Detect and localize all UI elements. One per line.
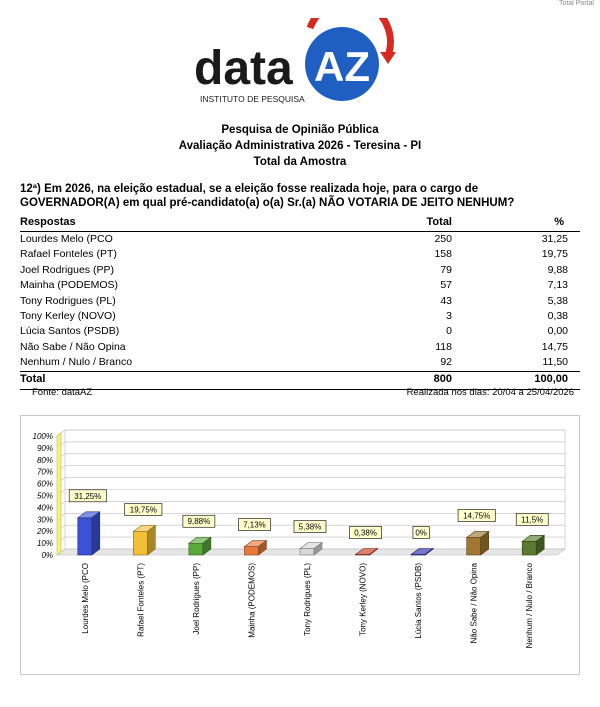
bar [300, 549, 314, 555]
y-tick-label: 80% [36, 455, 53, 465]
data-label: 31,25% [74, 491, 102, 501]
row-label: Lourdes Melo (PCO [20, 233, 113, 245]
row-pct: 0,00 [547, 325, 568, 338]
total-label: Total [20, 371, 372, 389]
y-tick-label: 50% [36, 491, 53, 501]
data-label: 19,75% [129, 505, 157, 515]
row-pct: 5,38 [547, 294, 568, 307]
row-total: 3 [446, 310, 452, 323]
corner-text: Total Portal [558, 0, 594, 7]
category-label: Não Sabe / Não Opina [469, 563, 479, 644]
row-label: Nenhum / Nulo / Branco [20, 356, 133, 369]
header-respostas: Respostas [20, 214, 372, 232]
category-label: Lúcia Santos (PSDB) [414, 563, 424, 639]
logo-badge-text: AZ [314, 43, 370, 90]
y-tick-label: 30% [36, 515, 53, 525]
row-total: 79 [440, 263, 452, 276]
category-label: Lourdes Melo (PCO [80, 563, 90, 634]
category-label: Joel Rodrigues (PP) [191, 563, 201, 635]
table-row [20, 309, 580, 324]
period-note: Realizada nos dias: 20/04 a 25/04/2026 [406, 387, 574, 398]
y-tick-label: 0% [41, 551, 53, 560]
bar [522, 541, 536, 555]
row-label: Tony Rodrigues (PL) [20, 294, 116, 307]
table-row [20, 294, 580, 309]
y-tick-label: 70% [36, 467, 53, 477]
category-label: Mainha (PODEMOS) [247, 563, 257, 638]
y-tick-label: 60% [36, 479, 53, 489]
data-label: 5,38% [298, 522, 322, 532]
data-label: 9,88% [187, 517, 211, 527]
row-label: Mainha (PODEMOS) [20, 279, 119, 292]
table-header-row [20, 214, 580, 232]
table-row [20, 340, 580, 355]
row-total: 92 [440, 356, 452, 369]
bar [133, 531, 147, 555]
table-row [20, 263, 580, 278]
report-title: Pesquisa de Opinião Pública [221, 124, 379, 136]
table-row [20, 355, 580, 371]
row-pct: 14,75 [541, 340, 568, 353]
question-text: 12ª) Em 2026, na eleição estadual, se a eleição fosse realizada hoje, para o cargo de GOVERNADOR(A) em qual pré-candidato(a) o(a) Sr.(a) NÃO VOTARIA DE JEITO NENHUM? [20, 183, 515, 209]
category-label: Tony Rodrigues (PL) [303, 563, 312, 636]
row-pct: 0,38 [547, 310, 568, 323]
y-tick-label: 20% [36, 527, 53, 537]
total-count: 800 [372, 371, 452, 389]
row-pct: 11,50 [542, 356, 568, 369]
data-label: 0% [415, 528, 427, 538]
data-label: 0,38% [354, 528, 377, 538]
row-label: Joel Rodrigues (PP) [20, 263, 114, 276]
header-total: Total [372, 214, 452, 232]
report-subtitle: Avaliação Administrativa 2026 - Teresina - PI [178, 140, 422, 152]
results-table [20, 214, 580, 390]
category-label: Nenhum / Nulo / Branco [525, 563, 535, 649]
logo-arrow-head-icon [380, 52, 396, 64]
row-label: Rafael Fonteles (PT) [20, 248, 117, 261]
y-tick-label: 10% [36, 539, 53, 549]
logo-brand-text: data [194, 42, 293, 95]
table-row [20, 278, 580, 293]
row-total: 43 [440, 294, 452, 307]
data-az-logo [192, 18, 402, 108]
row-total: 0 [446, 325, 452, 338]
category-label: Tony Kerley (NOVO) [358, 563, 368, 636]
table-row [20, 324, 580, 339]
table-row [20, 232, 580, 248]
bar-chart [21, 416, 579, 674]
data-label: 7,13% [243, 520, 266, 530]
chart-frame [20, 415, 580, 675]
bar [78, 518, 92, 555]
row-label: Lúcia Santos (PSDB) [20, 325, 120, 338]
row-label: Não Sabe / Não Opina [20, 340, 126, 353]
bar [244, 547, 258, 555]
y-tick-label: 90% [36, 443, 53, 453]
y-axis-wall [57, 433, 61, 555]
data-label: 14,75% [463, 511, 491, 521]
table-row [20, 247, 580, 262]
row-pct: 9,88 [547, 263, 568, 276]
bar-side [92, 512, 100, 555]
y-tick-label: 100% [32, 432, 53, 441]
row-total: 118 [435, 340, 452, 353]
source-note: Fonte: dataAZ [32, 387, 93, 398]
bar [189, 543, 203, 555]
row-pct: 7,13 [547, 279, 568, 292]
logo-subtitle: INSTITUTO DE PESQUISA [200, 94, 305, 104]
row-total: 158 [434, 248, 452, 261]
category-label: Rafael Fonteles (PT) [136, 563, 146, 637]
row-total: 57 [440, 279, 452, 292]
row-total: 250 [434, 233, 452, 245]
bar [467, 537, 481, 555]
row-pct: 19,75 [541, 248, 568, 261]
row-label: Tony Kerley (NOVO) [20, 310, 116, 323]
sample-label: Total da Amostra [253, 156, 347, 168]
y-tick-label: 40% [36, 503, 53, 513]
header-pct: % [452, 214, 580, 232]
total-pct: 100,00 [452, 371, 580, 389]
row-pct: 31,25 [541, 233, 568, 245]
data-label: 11,5% [521, 515, 544, 525]
